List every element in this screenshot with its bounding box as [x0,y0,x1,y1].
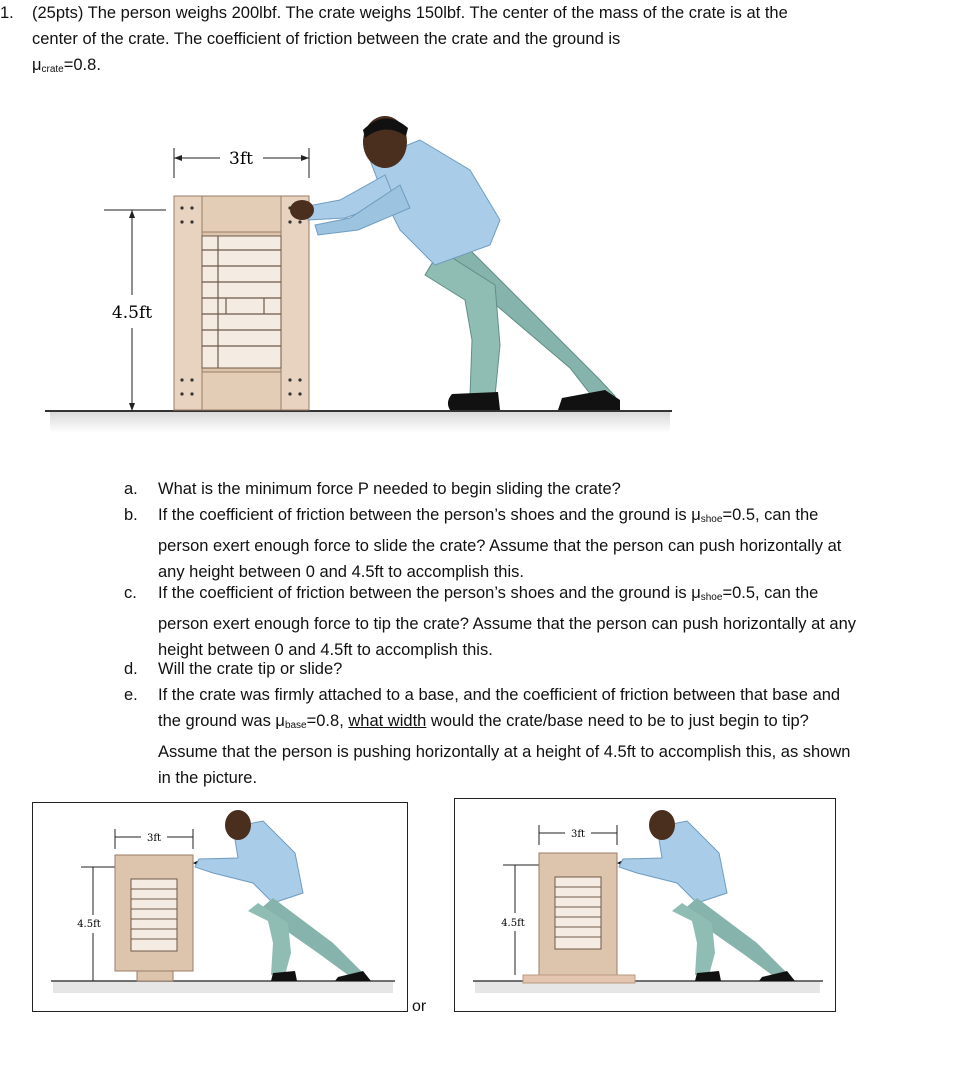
floor-shadow [50,411,670,433]
height-label: 4.5ft [111,303,153,323]
small-figure-left [32,802,408,1012]
small-right-width-label: 3ft [570,829,586,840]
problem-statement [0,0,820,83]
small-figure-right [454,798,836,1012]
main-figure [40,100,680,440]
question-a: a. What is the minimum force P needed to begin sliding the crate? [124,480,621,498]
width-label: 3ft [229,149,253,169]
question-e: e. If the crate was firmly attached to a base, and the coefficient of friction between that base and the ground was $\mu_{base}=0.8$, what width would the crate/base need to be to just begin to tip? Assume that the person is pushing horizontally at a height of 4.5ft to accomplish this, as shown in the picture. [124,686,851,787]
small-left-height-label: 4.5ft [77,919,101,930]
separator-or: or [412,998,427,1015]
mu-crate: $\mu_{crate}=0.8$. [32,56,101,75]
small-right-height-label: 4.5ft [501,918,525,929]
small-left-width-label: 3ft [146,833,162,844]
question-b: b. If the coefficient of friction between the person’s shoes and the ground is $\mu_{shoe}=0.5$, can the person exert enough force to slide the crate? Assume that the person can push horizontally at any height between 0 and 4.5ft to accomplish this. [124,506,842,581]
person-figure [290,116,620,410]
question-c: c. If the coefficient of friction between the person’s shoes and the ground is $\mu_{shoe}=0.5$, can the person exert enough force to tip the crate? Assume that the person can push horizontally at any height between 0 and 4.5ft to accomplish this. [124,584,857,659]
question-d: d. Will the crate tip or slide? [124,660,343,678]
problem-text: (25pts) The person weighs 200lbf. The crate weighs 150lbf. The center of the mass of the crate is at the center of the crate. The coefficient of friction between the crate and the ground is [32,4,788,48]
crate [174,196,309,410]
problem-number: 1. [0,4,14,22]
height-dimension [104,210,166,411]
width-dimension [174,148,309,178]
